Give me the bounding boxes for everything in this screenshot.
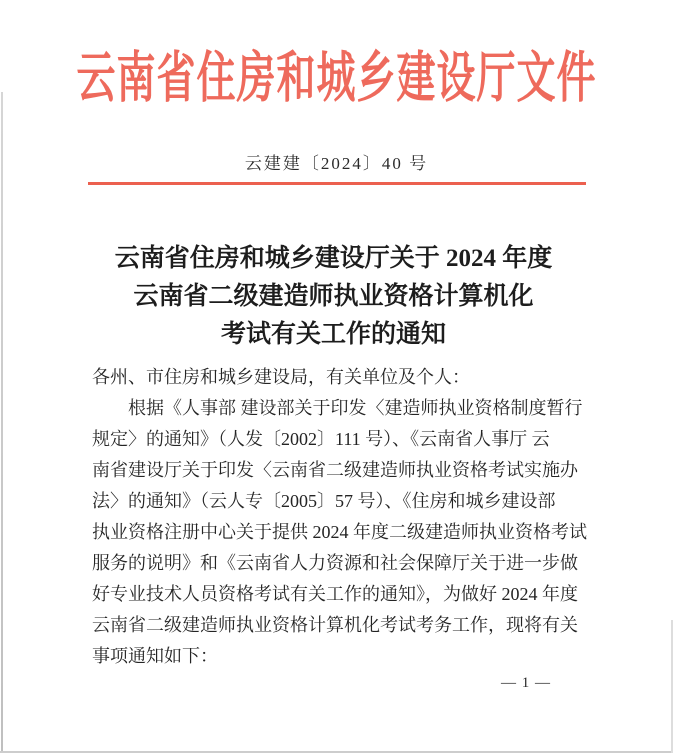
scan-edge-left <box>1 92 3 753</box>
page-number: — 1 — <box>501 675 551 691</box>
body-line: 好专业技术人员资格考试有关工作的通知》，为做好 2024 年度 <box>92 584 578 604</box>
title-line: 考试有关工作的通知 <box>220 321 446 348</box>
agency-header-title: 云南省住房和城乡建设厅文件 <box>76 48 597 110</box>
red-divider-line <box>88 182 586 185</box>
title-line: 云南省住房和城乡建设厅关于 2024 年度 <box>114 245 553 272</box>
agency-header <box>0 34 673 110</box>
body-paragraph <box>92 362 593 672</box>
body-line: 服务的说明》和《云南省人力资源和社会保障厅关于进一步做 <box>92 553 578 573</box>
body-line: 事项通知如下： <box>92 646 218 666</box>
body-line: 云南省二级建造师执业资格计算机化考试考务工作，现将有关 <box>92 615 578 635</box>
title-line: 云南省二级建造师执业资格计算机化 <box>133 283 534 310</box>
body-line: 根据《人事部 建设部关于印发〈建造师执业资格制度暂行 <box>128 398 583 418</box>
body-line: 执业资格注册中心关于提供 2024 年度二级建造师执业资格考试 <box>92 522 587 542</box>
salutation: 各州、市住房和城乡建设局，有关单位及个人： <box>92 367 470 387</box>
body-line: 南省建设厅关于印发〈云南省二级建造师执业资格考试实施办 <box>92 460 578 480</box>
body-line: 法〉的通知》（云人专〔2005〕57 号）、《住房和城乡建设部 <box>92 491 556 511</box>
body-line: 规定〉的通知》（人发〔2002〕111 号）、《云南省人事厅 云 <box>92 429 550 449</box>
document-title <box>0 240 667 354</box>
doc-number: 云建建〔2024〕40 号 <box>244 154 429 173</box>
